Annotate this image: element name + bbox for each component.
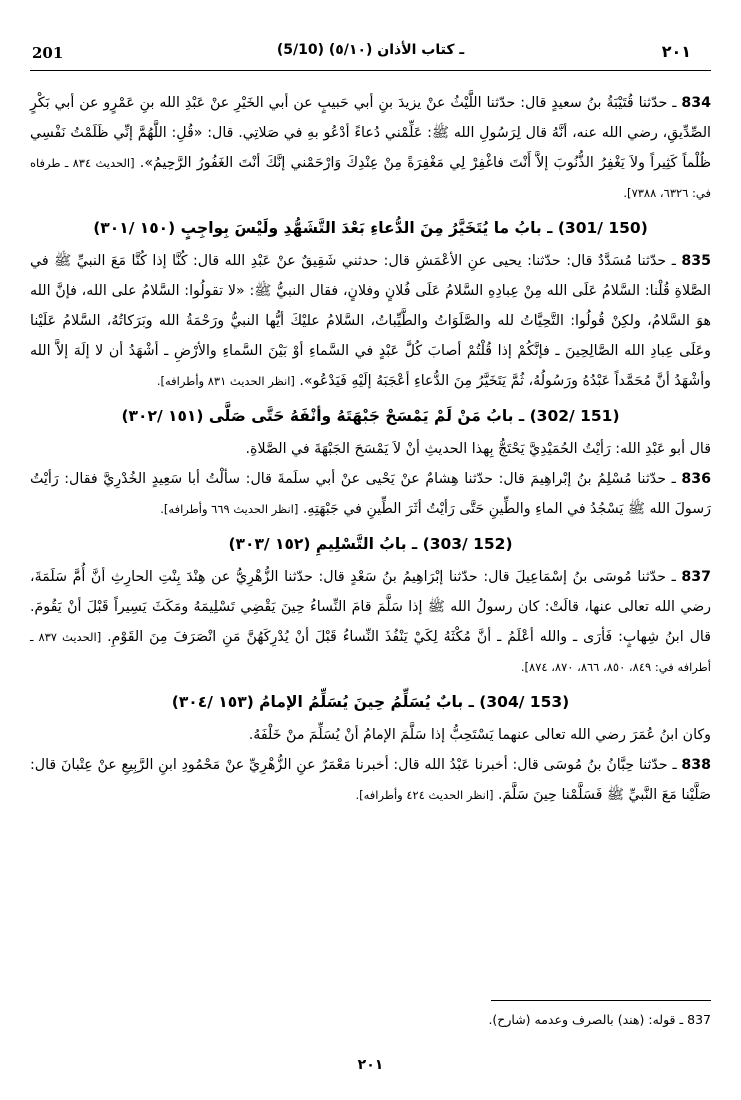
hadith-text: ـ حدّثنا مُوسَى بنُ إسْمَاعِيلَ قال: حدّثنا إبْرَاهِيمُ بنُ سَعْدٍ قال: حدّثنا الزُّهْرِيُّ عن هِنْدَ بِنْتِ الحارِثِ أنَّ أُمَّ سَلَمَةَ، رضي الله تعالى عنها، قالَتْ: كان رسولُ الله ﷺ إذا سَلَّمَ قامَ النِّساءُ حِينَ يَقْضِي تَسْلِيمَهُ ومَكَثَ يَسِيراً قَبْلَ أنْ يَقُومَ. قال ابنُ شِهابٍ: فَأرَى ـ والله أعْلَمُ ـ أنَّ مُكْثَهُ لِكَيْ يَنْفُذَ النِّساءُ قَبْلَ أنْ يُدْرِكَهُنَّ مَنِ انْصَرَفَ مِنَ القَوْمِ. [30, 569, 711, 645]
hadith-reference: [الحديث ٨٣٧ ـ أطرافه في: ٨٤٩، ٨٥٠، ٨٦٦، ٨٧٠، ٨٧٤]. [30, 630, 711, 674]
hadith-text: ـ حدّثنا مُسَدَّدٌ قال: حدّثنا: يحيى عنِ الأعْمَشِ قال: حدثني شَقِيقٌ عنْ عَبْدِ الله قال: كُنَّا إذا كُنَّا مَعَ النبيِّ ﷺ في الصَّلاةِ قُلْنا: السَّلامُ عَلَى الله مِنْ عِبادِهِ السَّلامُ عَلَى فُلانٍ وفلانٍ، فقال النبيُّ ﷺ: «لا تقولُوا: السَّلامُ على الله، فإنَّ الله هوَ السَّلامُ، ولكِنْ قُولُوا: التَّحِيَّاتُ لله والصَّلَوَاتُ والطَّيِّباتُ، السَّلامُ عليْكَ أيُّها النبيُّ ورَحْمَةُ الله وبَرَكاتُهُ، السَّلامُ عَلَيْنا وعَلَى عِبادِ الله الصَّالِحِينَ ـ فإنَّكُمْ إذا قُلْتُمْ أصابَ كُلَّ عَبْدٍ في السَّماءِ أوْ بَيْنَ السَّماءِ والأرْضِ ـ أشْهَدُ أن لا إلَهَ إلاَّ الله وأشْهَدُ أنَّ مُحَمَّداً عَبْدُهُ ورَسُولُهُ، ثُمَّ يَتَخَيَّرُ مِنَ الدُّعاءِ أعْجَبَهُ إلَيْهِ فَيَدْعُو». [30, 253, 711, 389]
hadith-number: 838 [681, 757, 711, 773]
chapter-heading-151: (151 /302) ـ بابُ مَنْ لَمْ يَمْسَحْ جَبْهَتَهُ وأنْفَهُ حَتَّى صَلَّى (١٥١ /٣٠٢) [121, 407, 620, 425]
hadith-837 [30, 562, 711, 682]
hadith-reference: [انظر الحديث ٨٣١ وأطرافه]. [156, 374, 295, 388]
page-header [30, 40, 711, 71]
hadith-reference: [الحديث ٨٣٤ ـ طرفاه في: ٦٣٢٦، ٧٣٨٨]. [30, 156, 711, 200]
hadith-text: ـ حدّثنا مُسْلِمُ بنُ إبْراهِيمَ قال: حدّثنا هِشامٌ عنْ يَحْيى عنْ أبي سلَمةَ قال: سألْتُ أبا سَعِيدٍ الخُدْرِيَّ فقال: رَأيْتُ رَسولَ الله ﷺ يَسْجُدُ في الماءِ والطِّينِ حَتَّى رَأيْتُ أثَرَ الطِّينِ في جَبْهَتِهِ. [30, 471, 711, 517]
hadith-number: 836 [681, 471, 711, 487]
chapter-heading-150: (150 /301) ـ بابُ ما يُتَخَيَّرُ مِنَ الدُّعاءِ بَعْدَ التَّشَهُّدِ ولَيْسَ بِواجِبٍ (١٥٠ /٣٠١) [93, 219, 648, 237]
footnote: 837 ـ قوله: (هند) بالصرف وعدمه (شارح). [488, 1012, 711, 1027]
hadith-number: 837 [681, 569, 711, 585]
hadith-text: ـ حدّثنا قُتَيْبَةُ بنُ سعيدٍ قال: حدّثنا اللَّيْثُ عنْ يزيدَ بنِ أبي حَبيبٍ عن أبي الخَيْرِ عنْ عَبْدِ الله بنِ عَمْرٍو عن أبي بَكْرٍ الصِّدِّيقِ، رضي الله عنه، أنَّهُ قال لِرَسُولِ الله ﷺ: عَلِّمْني دُعاءً أدْعُو بهِ في صَلاتِي. قال: «قُلِ: اللَّهُمَّ إنِّي ظَلَمْتُ نَفْسِي ظُلْماً كَثِيراً ولاَ يَغْفِرُ الذُّنُوبَ إلاَّ أَنْتَ فاغْفِرْ لِي مَغْفِرَةً مِنْ عِنْدِكَ وَارْحَمْني إنَّكَ أنْتَ الغَفُورُ الرَّحِيمُ». [30, 95, 711, 171]
hadith-number: 834 [681, 95, 711, 111]
chapter-heading-152: (152 /303) ـ بابُ التَّسْلِيمِ (١٥٢ /٣٠٣) [228, 535, 513, 553]
hadith-reference: [انظر الحديث ٤٢٤ وأطرافه]. [355, 788, 494, 802]
page-number-latin: 201 [32, 44, 64, 62]
chapter-heading-153: (153 /304) ـ بابٌ يُسَلِّمُ حِينَ يُسَلِّمُ الإمامُ (١٥٣ /٣٠٤) [171, 693, 570, 711]
running-title: (5/10) ـ كتاب الأذان (٥/١٠) [276, 42, 465, 58]
hadith-835 [30, 246, 711, 396]
hadith-number: 835 [681, 253, 711, 269]
hadith-836 [30, 464, 711, 524]
abu-abdallah-note: قال أبو عَبْدِ الله: رَأيْتُ الحُمَيْدِيَّ يَحْتَجُّ بِهذا الحديثِ أنْ لاَ يَمْسَحَ الجَبْهَةَ في الصَّلاةِ. [245, 441, 711, 457]
page-number-arabic: ٢٠١ [661, 42, 691, 61]
hadith-838 [30, 750, 711, 810]
footer-page-number: ٢٠١ [357, 1057, 384, 1073]
footnote-divider [491, 1000, 711, 1001]
hadith-text: ـ حدّثنا حِبَّانُ بنُ مُوسَى قال: أخبرنا عَبْدُ الله قال: أخبرنا مَعْمَرٌ عنِ الزُّهْرِيِّ عنْ مَحْمُودِ ابنِ الرَّبِيعِ عنْ عِتْبانَ قال: صَلَّيْنا مَعَ النَّبيِّ ﷺ فَسَلَّمْنا حِينَ سَلَّمَ. [30, 757, 711, 803]
page-body [30, 88, 711, 810]
hadith-834 [30, 88, 711, 208]
hadith-reference: [انظر الحديث ٦٦٩ وأطرافه]. [160, 502, 299, 516]
ibn-umar-note: وكان ابنُ عُمَرَ رضي الله تعالى عنهما يَسْتَحِبُّ إذا سَلَّمَ الإمامُ أنْ يُسَلِّمَ منْ خَلْفَهُ. [248, 727, 711, 743]
